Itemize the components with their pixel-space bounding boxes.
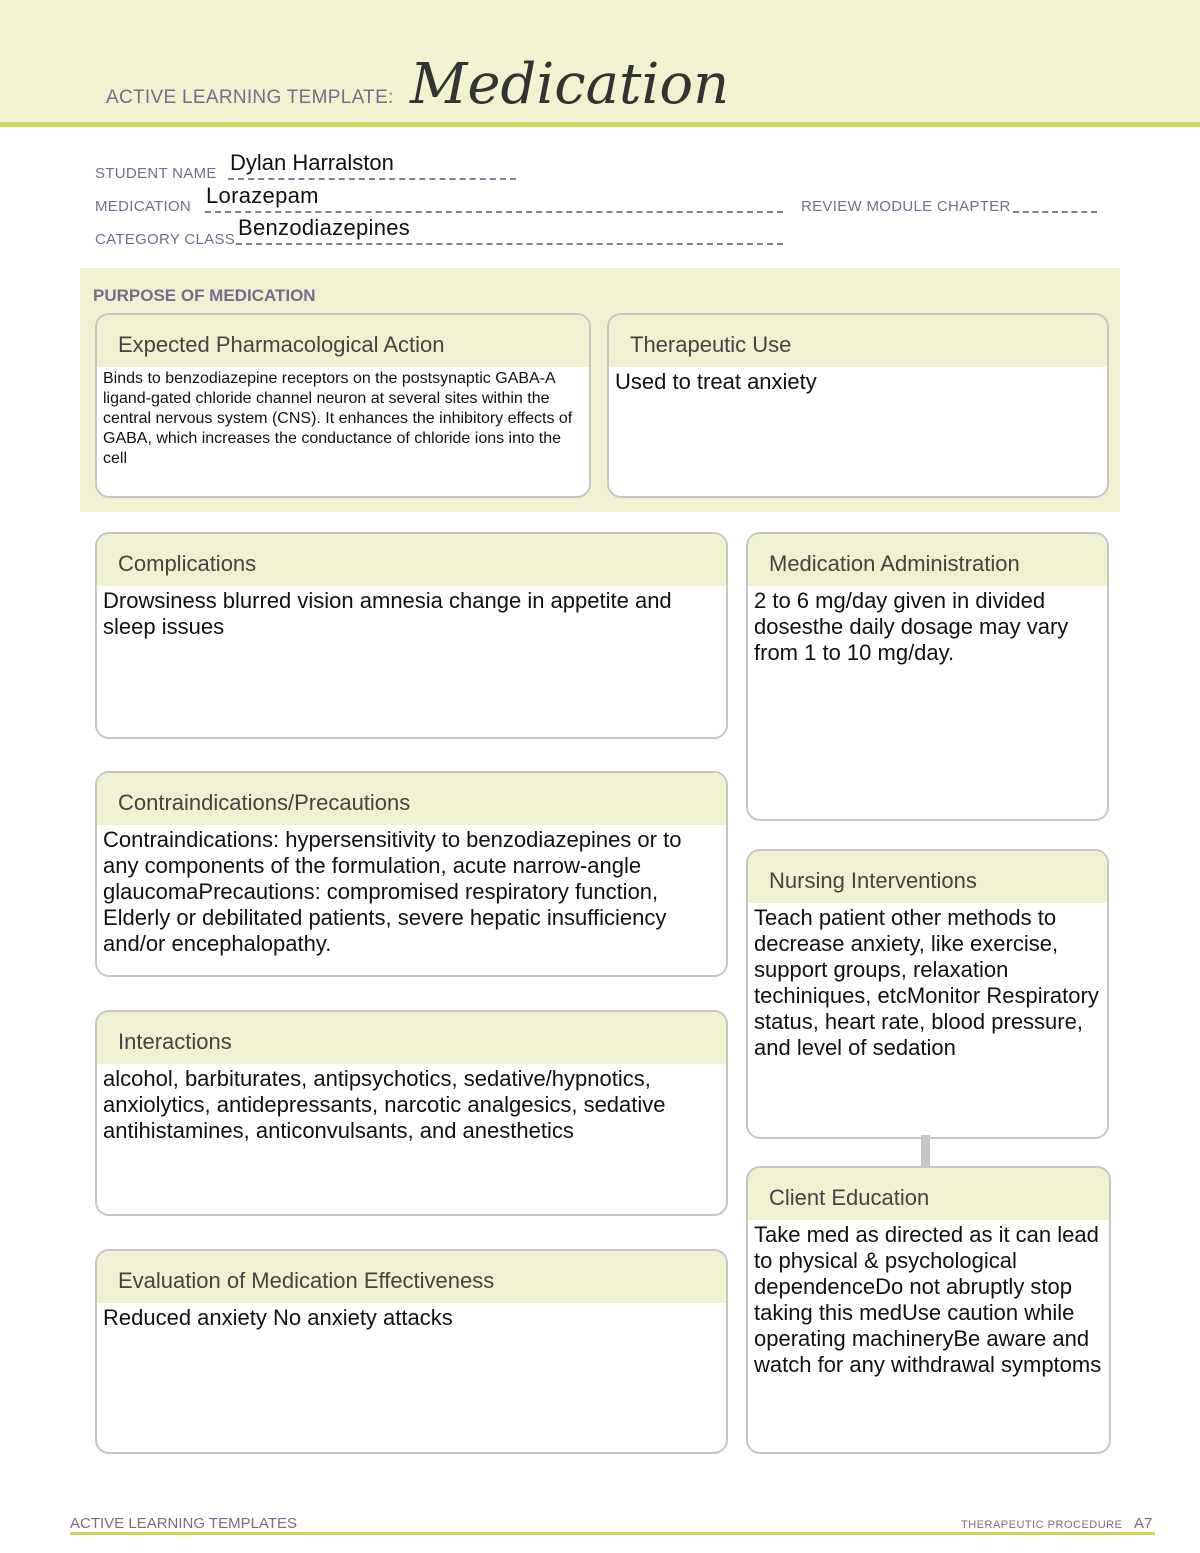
box-text[interactable]: Teach patient other methods to decrease anxiety, like exercise, support groups, relaxation techiniques, etcMonitor Respiratory status, heart rate, blood pressure, and level of sedation	[754, 905, 1099, 1060]
footer-section: THERAPEUTIC PROCEDURE	[961, 1519, 1123, 1531]
box-title: Contraindications/Precautions	[97, 773, 726, 825]
box-text[interactable]: alcohol, barbiturates, antipsychotics, sedative/hypnotics, anxiolytics, antidepressants, narcotic analgesics, sedative antihistamines, anticonvulsants, and anesthetics	[103, 1066, 666, 1143]
box-text[interactable]: Reduced anxiety No anxiety attacks	[103, 1305, 453, 1330]
category-class-input[interactable]	[238, 215, 410, 241]
footer-divider	[70, 1532, 1155, 1535]
student-name-value: Dylan Harralston	[230, 150, 394, 175]
interactions-box	[95, 1010, 728, 1216]
nursing-interventions-box	[746, 849, 1109, 1139]
box-text[interactable]: Used to treat anxiety	[615, 369, 817, 394]
box-title: Client Education	[748, 1168, 1109, 1220]
expected-action-box	[95, 313, 591, 498]
page-number: A7	[1134, 1515, 1153, 1532]
student-name-label: STUDENT NAME	[95, 165, 217, 182]
contraindications-box	[95, 771, 728, 977]
review-module-label: REVIEW MODULE CHAPTER	[801, 198, 1011, 215]
review-module-input[interactable]	[1013, 211, 1097, 213]
administration-box	[746, 532, 1109, 821]
page-header	[0, 0, 1200, 127]
box-text[interactable]: Binds to benzodiazepine receptors on the postsynaptic GABA-A ligand-gated chloride channel neuron at several sites within the central nervous system (CNS). It enhances the inhibitory effects of GABA, which increases the conductance of chloride ions into the cell	[103, 370, 573, 467]
box-text[interactable]: Take med as directed as it can lead to physical & psychological dependenceDo not abruptly stop taking this medUse caution while operating machineryBe aware and watch for any withdrawal symptoms	[754, 1222, 1102, 1377]
box-text[interactable]: Contraindications: hypersensitivity to benzodiazepines or to any components of the formulation, acute narrow-angle glaucomaPrecautions: compromised respiratory function, Elderly or debilitated patients, severe hepatic insufficiency and/or encephalopathy.	[103, 827, 682, 956]
box-title: Evaluation of Medication Effectiveness	[97, 1251, 726, 1303]
category-class-label: CATEGORY CLASS	[95, 231, 236, 248]
medication-input[interactable]	[206, 183, 319, 209]
medication-value: Lorazepam	[206, 183, 319, 208]
box-title: Expected Pharmacological Action	[97, 315, 589, 367]
complications-box	[95, 532, 728, 739]
box-text[interactable]: Drowsiness blurred vision amnesia change in appetite and sleep issues	[103, 588, 672, 639]
evaluation-box	[95, 1249, 728, 1454]
box-title: Nursing Interventions	[748, 851, 1107, 903]
box-connector	[921, 1135, 930, 1167]
box-title: Medication Administration	[748, 534, 1107, 586]
purpose-title: PURPOSE OF MEDICATION	[93, 286, 316, 305]
medication-label: MEDICATION	[95, 198, 192, 215]
footer-left: ACTIVE LEARNING TEMPLATES	[70, 1515, 297, 1532]
therapeutic-use-box	[607, 313, 1109, 498]
student-name-field	[95, 165, 217, 182]
box-title: Therapeutic Use	[609, 315, 1107, 367]
box-title: Complications	[97, 534, 726, 586]
client-education-box	[746, 1166, 1111, 1454]
box-title: Interactions	[97, 1012, 726, 1064]
page-title: Medication	[410, 52, 730, 117]
box-text[interactable]: 2 to 6 mg/day given in divided dosesthe daily dosage may vary from 1 to 10 mg/day.	[754, 588, 1069, 665]
student-name-input[interactable]	[230, 150, 394, 176]
template-label: ACTIVE LEARNING TEMPLATE:	[106, 87, 394, 108]
category-class-value: Benzodiazepines	[238, 215, 411, 240]
